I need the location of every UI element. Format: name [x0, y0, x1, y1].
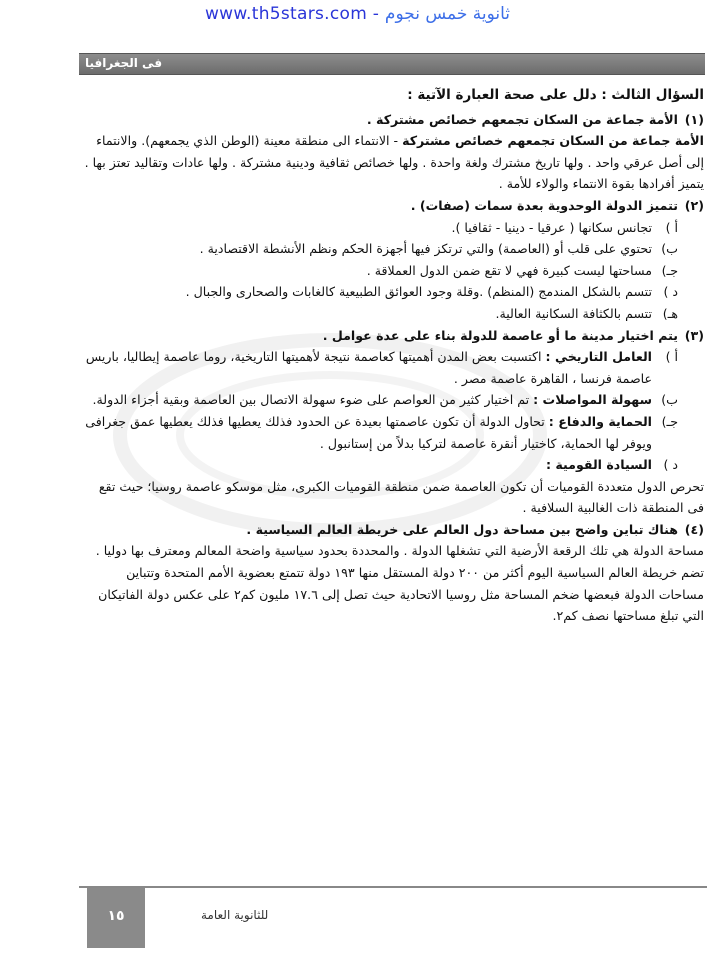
footer-text: للثانوية العامة	[201, 908, 269, 922]
sub-label: أ )	[665, 349, 678, 365]
item-paragraph: مساحة الدولة هي تلك الرقعة الأرضية التي تشغلها الدولة . والمحددة بحدود سياسية واضحة المعالم ومعترف بها دوليا . تضم خريطة العالم السياسية اليوم أكثر من ٢٠٠ دولة المستقل منها ١٩٣ دولة تتمتع بعضوية الأمم المتحدة وتتباين مساحات الدولة فبعضها ضخم المساحة مثل روسيا الاتحادية حيث تصل إلى ١٧.٦ مليون كم٢ على عكس دولة الفاتيكان التي تبلغ مساحتها نصف كم٢.	[95, 543, 704, 624]
site-separator: -	[367, 4, 385, 24]
sub-label: جـ)	[661, 413, 678, 429]
item-2	[84, 195, 704, 325]
answer-text: - الانتماء الى منطقة معينة (الوطن الذي يجمعهم). والانتماء إلى أصل عرقي واحد . ولها تاريخ مشترك ولغة واحدة . ولها خصائص ثقافية ودينية مشتركة . ولها عادات وتقاليد تعتز بها . يتميز أفرادها بقوة الانتماء والولاء للأمة .	[84, 133, 704, 192]
sub-text: تتسم بالكثافة السكانية العالية.	[495, 305, 652, 321]
sub-heading: الحماية والدفاع :	[548, 413, 652, 429]
item-number: (٤)	[684, 521, 704, 537]
site-arabic-name: ثانوية خمس نجوم	[384, 4, 511, 24]
sub-item	[84, 281, 678, 303]
item-number: (٣)	[684, 327, 704, 343]
item-4	[84, 519, 704, 541]
sub-text: تجانس سكانها ( عرقيا - دينيا - ثقافيا ).	[451, 219, 652, 235]
subject-header-bar	[79, 53, 705, 75]
answer-bold: الأمة جماعة من السكان تجمعهم خصائص مشتركة	[402, 133, 704, 149]
item-number: (١)	[684, 111, 704, 127]
sub-item	[84, 454, 678, 476]
sub-heading: سهولة المواصلات :	[533, 392, 652, 408]
item-number: (٢)	[684, 197, 704, 213]
page-footer	[79, 886, 707, 948]
sub-text: تتسم بالشكل المندمج (المنظم) .وقلة وجود العوائق الطبيعية كالغابات والصحارى والجبال .	[185, 284, 652, 300]
sub-item	[84, 389, 678, 411]
site-url-banner[interactable]	[0, 4, 715, 24]
sub-item	[84, 238, 678, 260]
sub-label: ب)	[661, 241, 678, 257]
sub-text: تم اختيار كثير من العواصم على ضوء سهولة الاتصال بين العاصمة وبقية أجزاء الدولة.	[92, 392, 534, 408]
sub-item	[84, 217, 678, 239]
item-answer	[84, 130, 704, 195]
item-statement: الأمة جماعة من السكان تجمعهم خصائص مشتركة .	[366, 111, 678, 127]
sub-text: تحاول الدولة أن تكون عاصمتها بعيدة عن الحدود فذلك يعطيها فذلك يعطيها عمق جغرافى ويوفر لها الحماية، كاختيار أنقرة عاصمة لتركيا بدلاً من إستانبول .	[85, 413, 652, 451]
sub-item	[84, 411, 678, 454]
sub-label: د )	[663, 284, 678, 300]
sub-heading: العامل التاريخي :	[545, 349, 652, 365]
sub-item	[84, 346, 678, 389]
sub-heading: السيادة القومية :	[545, 457, 652, 473]
sub-text: مساحتها ليست كبيرة فهي لا تقع ضمن الدول العملاقة .	[366, 262, 652, 278]
subject-title: فى الجغرافيا	[85, 56, 163, 70]
item-1	[84, 109, 704, 131]
item-statement: هناك تباين واضح بين مساحة دول العالم على خريطة العالم السياسية .	[246, 521, 678, 537]
page-number: ١٥	[87, 888, 145, 948]
item-statement: يتم اختيار مدينة ما أو عاصمة للدولة بناء على عدة عوامل .	[322, 327, 678, 343]
sub-label: د )	[663, 457, 678, 473]
document-body	[84, 85, 704, 820]
question-title: السؤال الثالث : دلل على صحة العبارة الآتية :	[407, 87, 704, 103]
sub-label: جـ)	[661, 262, 678, 278]
sub-text: تحتوي على قلب أو (العاصمة) والتي ترتكز فيها أجهزة الحكم ونظم الأنشطة الاقتصادية .	[199, 241, 652, 257]
sub-label: هـ)	[662, 305, 678, 321]
item-3	[84, 325, 704, 476]
sub-item	[84, 303, 678, 325]
sub-label: أ )	[665, 219, 678, 235]
sub-item	[84, 260, 678, 282]
sub-text: اكتسبت بعض المدن أهميتها كعاصمة نتيجة لأهميتها التاريخية، روما عاصمة إيطاليا، باريس عاصمة فرنسا ، القاهرة عاصمة مصر .	[85, 349, 652, 386]
item-extra-text: تحرص الدول متعددة القوميات أن تكون العاصمة ضمن منطقة القوميات الكبرى، مثل موسكو عاصمة روسيا؛ حيث تقع فى المنطقة ذات الغالبية السلافية .	[98, 478, 704, 516]
item-statement: تتميز الدولة الوحدوية بعدة سمات (صفات) .	[410, 197, 678, 213]
sub-label: ب)	[661, 392, 678, 408]
site-url[interactable]: www.th5stars.com	[204, 4, 368, 24]
